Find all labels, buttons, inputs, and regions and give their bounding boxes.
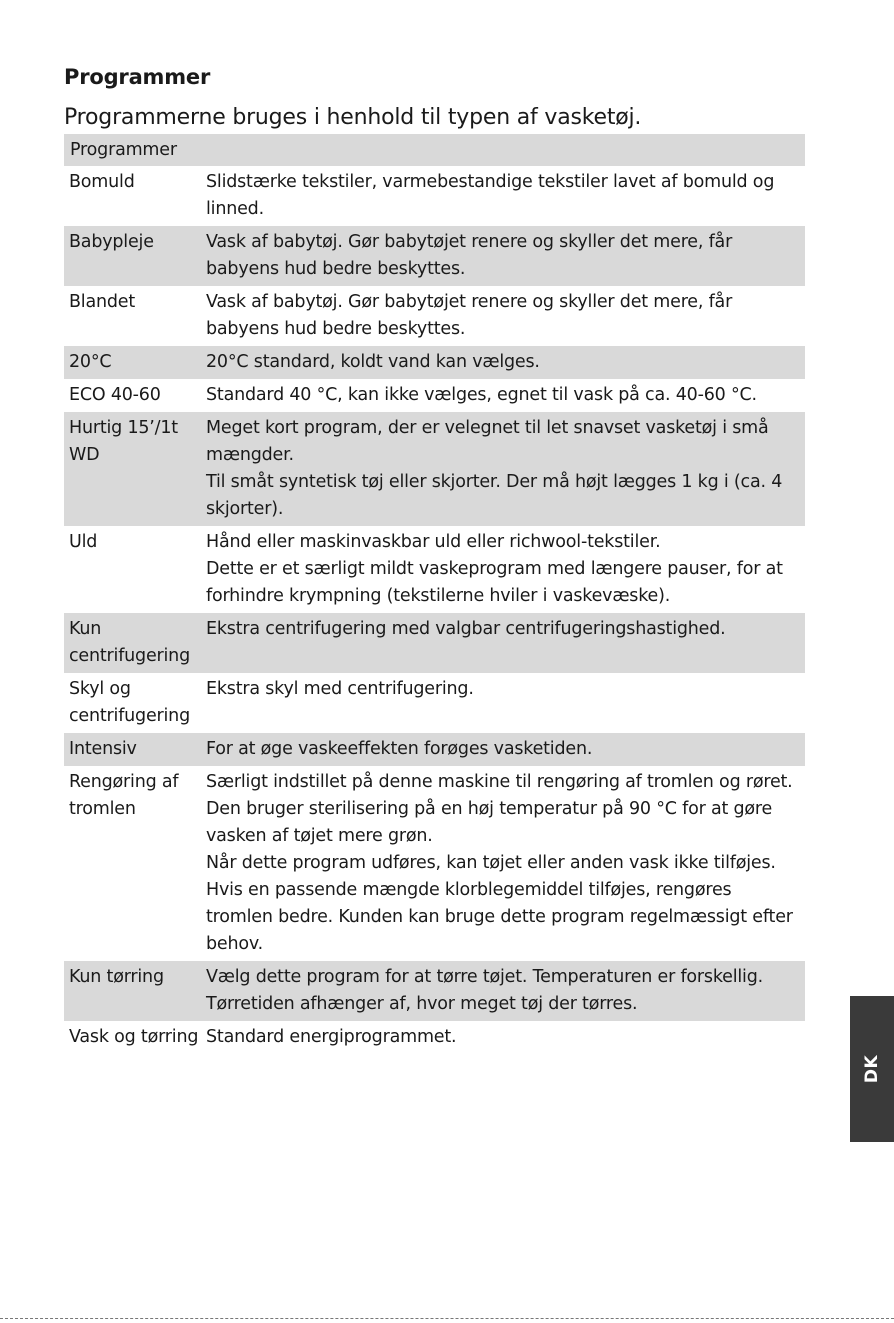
program-name: Rengøring af tromlen bbox=[69, 772, 179, 819]
table-row bbox=[64, 286, 805, 346]
table-row bbox=[64, 613, 805, 673]
program-name: ECO 40-60 bbox=[69, 385, 161, 405]
program-name: Skyl og centrifugering bbox=[69, 679, 190, 726]
description-paragraph: Vælg dette program for at tørre tøjet. Temperaturen er forskellig. Tørretiden afhænger af, hvor meget tøj der tørres. bbox=[206, 967, 763, 1014]
program-name: Kun centrifugering bbox=[69, 619, 190, 666]
program-name: Intensiv bbox=[69, 739, 137, 759]
table-row bbox=[64, 766, 805, 961]
program-description bbox=[206, 529, 805, 610]
program-name: Kun tørring bbox=[69, 967, 164, 987]
program-description bbox=[206, 169, 805, 223]
table-row bbox=[64, 166, 805, 226]
program-description bbox=[206, 676, 805, 730]
table-row bbox=[64, 412, 805, 526]
description-paragraph: Ekstra skyl med centrifugering. bbox=[206, 679, 474, 699]
table-row bbox=[64, 961, 805, 1021]
program-description bbox=[206, 382, 805, 409]
table-row bbox=[64, 526, 805, 613]
program-name: 20°C bbox=[69, 352, 112, 372]
description-paragraph: Når dette program udføres, kan tøjet eller anden vask ikke tilføjes. Hvis en passende mængde klorblegemiddel tilføjes, rengøres tromlen bedre. Kunden kan bruge dette program regelmæssigt efter behov. bbox=[206, 853, 793, 954]
program-description bbox=[206, 769, 805, 958]
program-description bbox=[206, 736, 805, 763]
program-description bbox=[206, 415, 805, 523]
program-name: Hurtig 15’/1t WD bbox=[69, 418, 178, 465]
description-paragraph: Slidstærke tekstiler, varmebestandige tekstiler lavet af bomuld og linned. bbox=[206, 172, 775, 219]
program-description bbox=[206, 616, 805, 670]
language-tab-label: DK bbox=[861, 1054, 882, 1084]
program-description bbox=[206, 289, 805, 343]
intro-text: Programmerne bruges i henhold til typen af vasketøj. bbox=[64, 105, 642, 130]
table-row bbox=[64, 673, 805, 733]
program-description bbox=[206, 1024, 805, 1051]
description-paragraph: Standard energiprogrammet. bbox=[206, 1027, 457, 1047]
program-description bbox=[206, 964, 805, 1018]
table-row bbox=[64, 379, 805, 412]
language-tab bbox=[850, 996, 894, 1142]
program-description bbox=[206, 229, 805, 283]
description-paragraph: Hånd eller maskinvaskbar uld eller richwool-tekstiler. bbox=[206, 532, 661, 552]
program-name: Babypleje bbox=[69, 232, 154, 252]
description-paragraph: Til småt syntetisk tøj eller skjorter. Der må højt lægges 1 kg i (ca. 4 skjorter). bbox=[206, 472, 783, 519]
program-name: Bomuld bbox=[69, 172, 135, 192]
description-paragraph: Vask af babytøj. Gør babytøjet renere og skyller det mere, får babyens hud bedre beskyttes. bbox=[206, 292, 733, 339]
table-row bbox=[64, 1021, 805, 1054]
description-paragraph: Meget kort program, der er velegnet til let snavset vasketøj i små mængder. bbox=[206, 418, 769, 465]
description-paragraph: Standard 40 °C, kan ikke vælges, egnet til vask på ca. 40-60 °C. bbox=[206, 385, 757, 405]
table-row bbox=[64, 346, 805, 379]
section-title: Programmer bbox=[64, 65, 211, 89]
table-header: Programmer bbox=[64, 134, 805, 166]
description-paragraph: Ekstra centrifugering med valgbar centrifugeringshastighed. bbox=[206, 619, 726, 639]
page-edge-rule bbox=[0, 1318, 894, 1319]
program-name: Vask og tørring bbox=[69, 1027, 199, 1047]
description-paragraph: Vask af babytøj. Gør babytøjet renere og skyller det mere, får babyens hud bedre beskyttes. bbox=[206, 232, 733, 279]
program-name: Uld bbox=[69, 532, 98, 552]
program-description bbox=[206, 349, 805, 376]
description-paragraph: 20°C standard, koldt vand kan vælges. bbox=[206, 352, 540, 372]
table-row bbox=[64, 226, 805, 286]
program-name: Blandet bbox=[69, 292, 136, 312]
description-paragraph: Dette er et særligt mildt vaskeprogram med længere pauser, for at forhindre krympning (tekstilerne hviler i vaskevæske). bbox=[206, 559, 783, 606]
description-paragraph: Særligt indstillet på denne maskine til rengøring af tromlen og røret. Den bruger sterilisering på en høj temperatur på 90 °C for at gøre vasken af tøjet mere grøn. bbox=[206, 772, 793, 846]
programs-table bbox=[64, 134, 805, 1054]
table-row bbox=[64, 733, 805, 766]
description-paragraph: For at øge vaskeeffekten forøges vasketiden. bbox=[206, 739, 593, 759]
